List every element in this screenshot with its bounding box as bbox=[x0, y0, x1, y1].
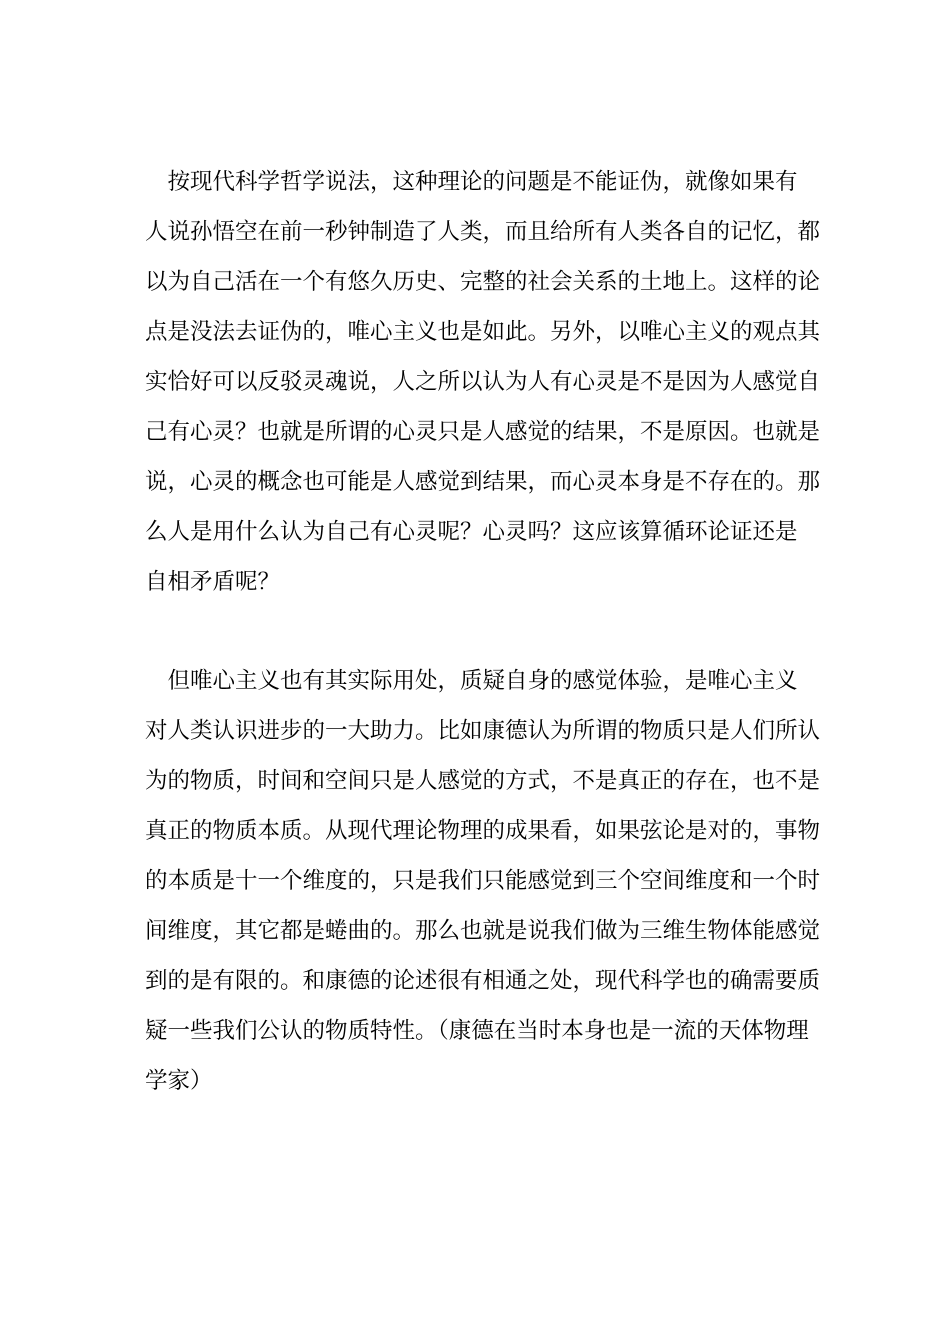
paragraph-line: 己有心灵？也就是所谓的心灵只是人感觉的结果，不是原因。也就是 bbox=[145, 419, 821, 445]
paragraph-line: 按现代科学哲学说法，这种理论的问题是不能证伪，就像如果有 bbox=[145, 169, 798, 195]
paragraph-line: 到的是有限的。和康德的论述很有相通之处，现代科学也的确需要质 bbox=[145, 968, 821, 994]
paragraph-line: 间维度，其它都是蜷曲的。那么也就是说我们做为三维生物体能感觉 bbox=[145, 918, 821, 944]
paragraph-line: 自相矛盾呢？ bbox=[145, 569, 281, 595]
paragraph-line: 说，心灵的概念也可能是人感觉到结果，而心灵本身是不存在的。那 bbox=[145, 469, 821, 495]
paragraph-line: 为的物质，时间和空间只是人感觉的方式，不是真正的存在，也不是 bbox=[145, 768, 821, 794]
paragraph-1 bbox=[145, 157, 821, 607]
paragraph-line: 学家） bbox=[145, 1068, 213, 1094]
paragraph-line: 实恰好可以反驳灵魂说，人之所以认为人有心灵是不是因为人感觉自 bbox=[145, 369, 821, 395]
paragraph-line: 人说孙悟空在前一秒钟制造了人类，而且给所有人类各自的记忆，都 bbox=[145, 219, 821, 245]
paragraph-2 bbox=[145, 656, 821, 1106]
paragraph-line: 点是没法去证伪的，唯心主义也是如此。另外，以唯心主义的观点其 bbox=[145, 319, 821, 345]
paragraph-line: 以为自己活在一个有悠久历史、完整的社会关系的土地上。这样的论 bbox=[145, 269, 821, 295]
paragraph-line: 疑一些我们公认的物质特性。（康德在当时本身也是一流的天体物理 bbox=[145, 1018, 809, 1044]
paragraph-line: 真正的物质本质。从现代理论物理的成果看，如果弦论是对的，事物 bbox=[145, 818, 821, 844]
paragraph-line: 但唯心主义也有其实际用处，质疑自身的感觉体验，是唯心主义 bbox=[145, 668, 798, 694]
paragraph-line: 么人是用什么认为自己有心灵呢？心灵吗？这应该算循环论证还是 bbox=[145, 519, 798, 545]
paragraph-line: 的本质是十一个维度的，只是我们只能感觉到三个空间维度和一个时 bbox=[145, 868, 821, 894]
paragraph-line: 对人类认识进步的一大助力。比如康德认为所谓的物质只是人们所认 bbox=[145, 718, 821, 744]
